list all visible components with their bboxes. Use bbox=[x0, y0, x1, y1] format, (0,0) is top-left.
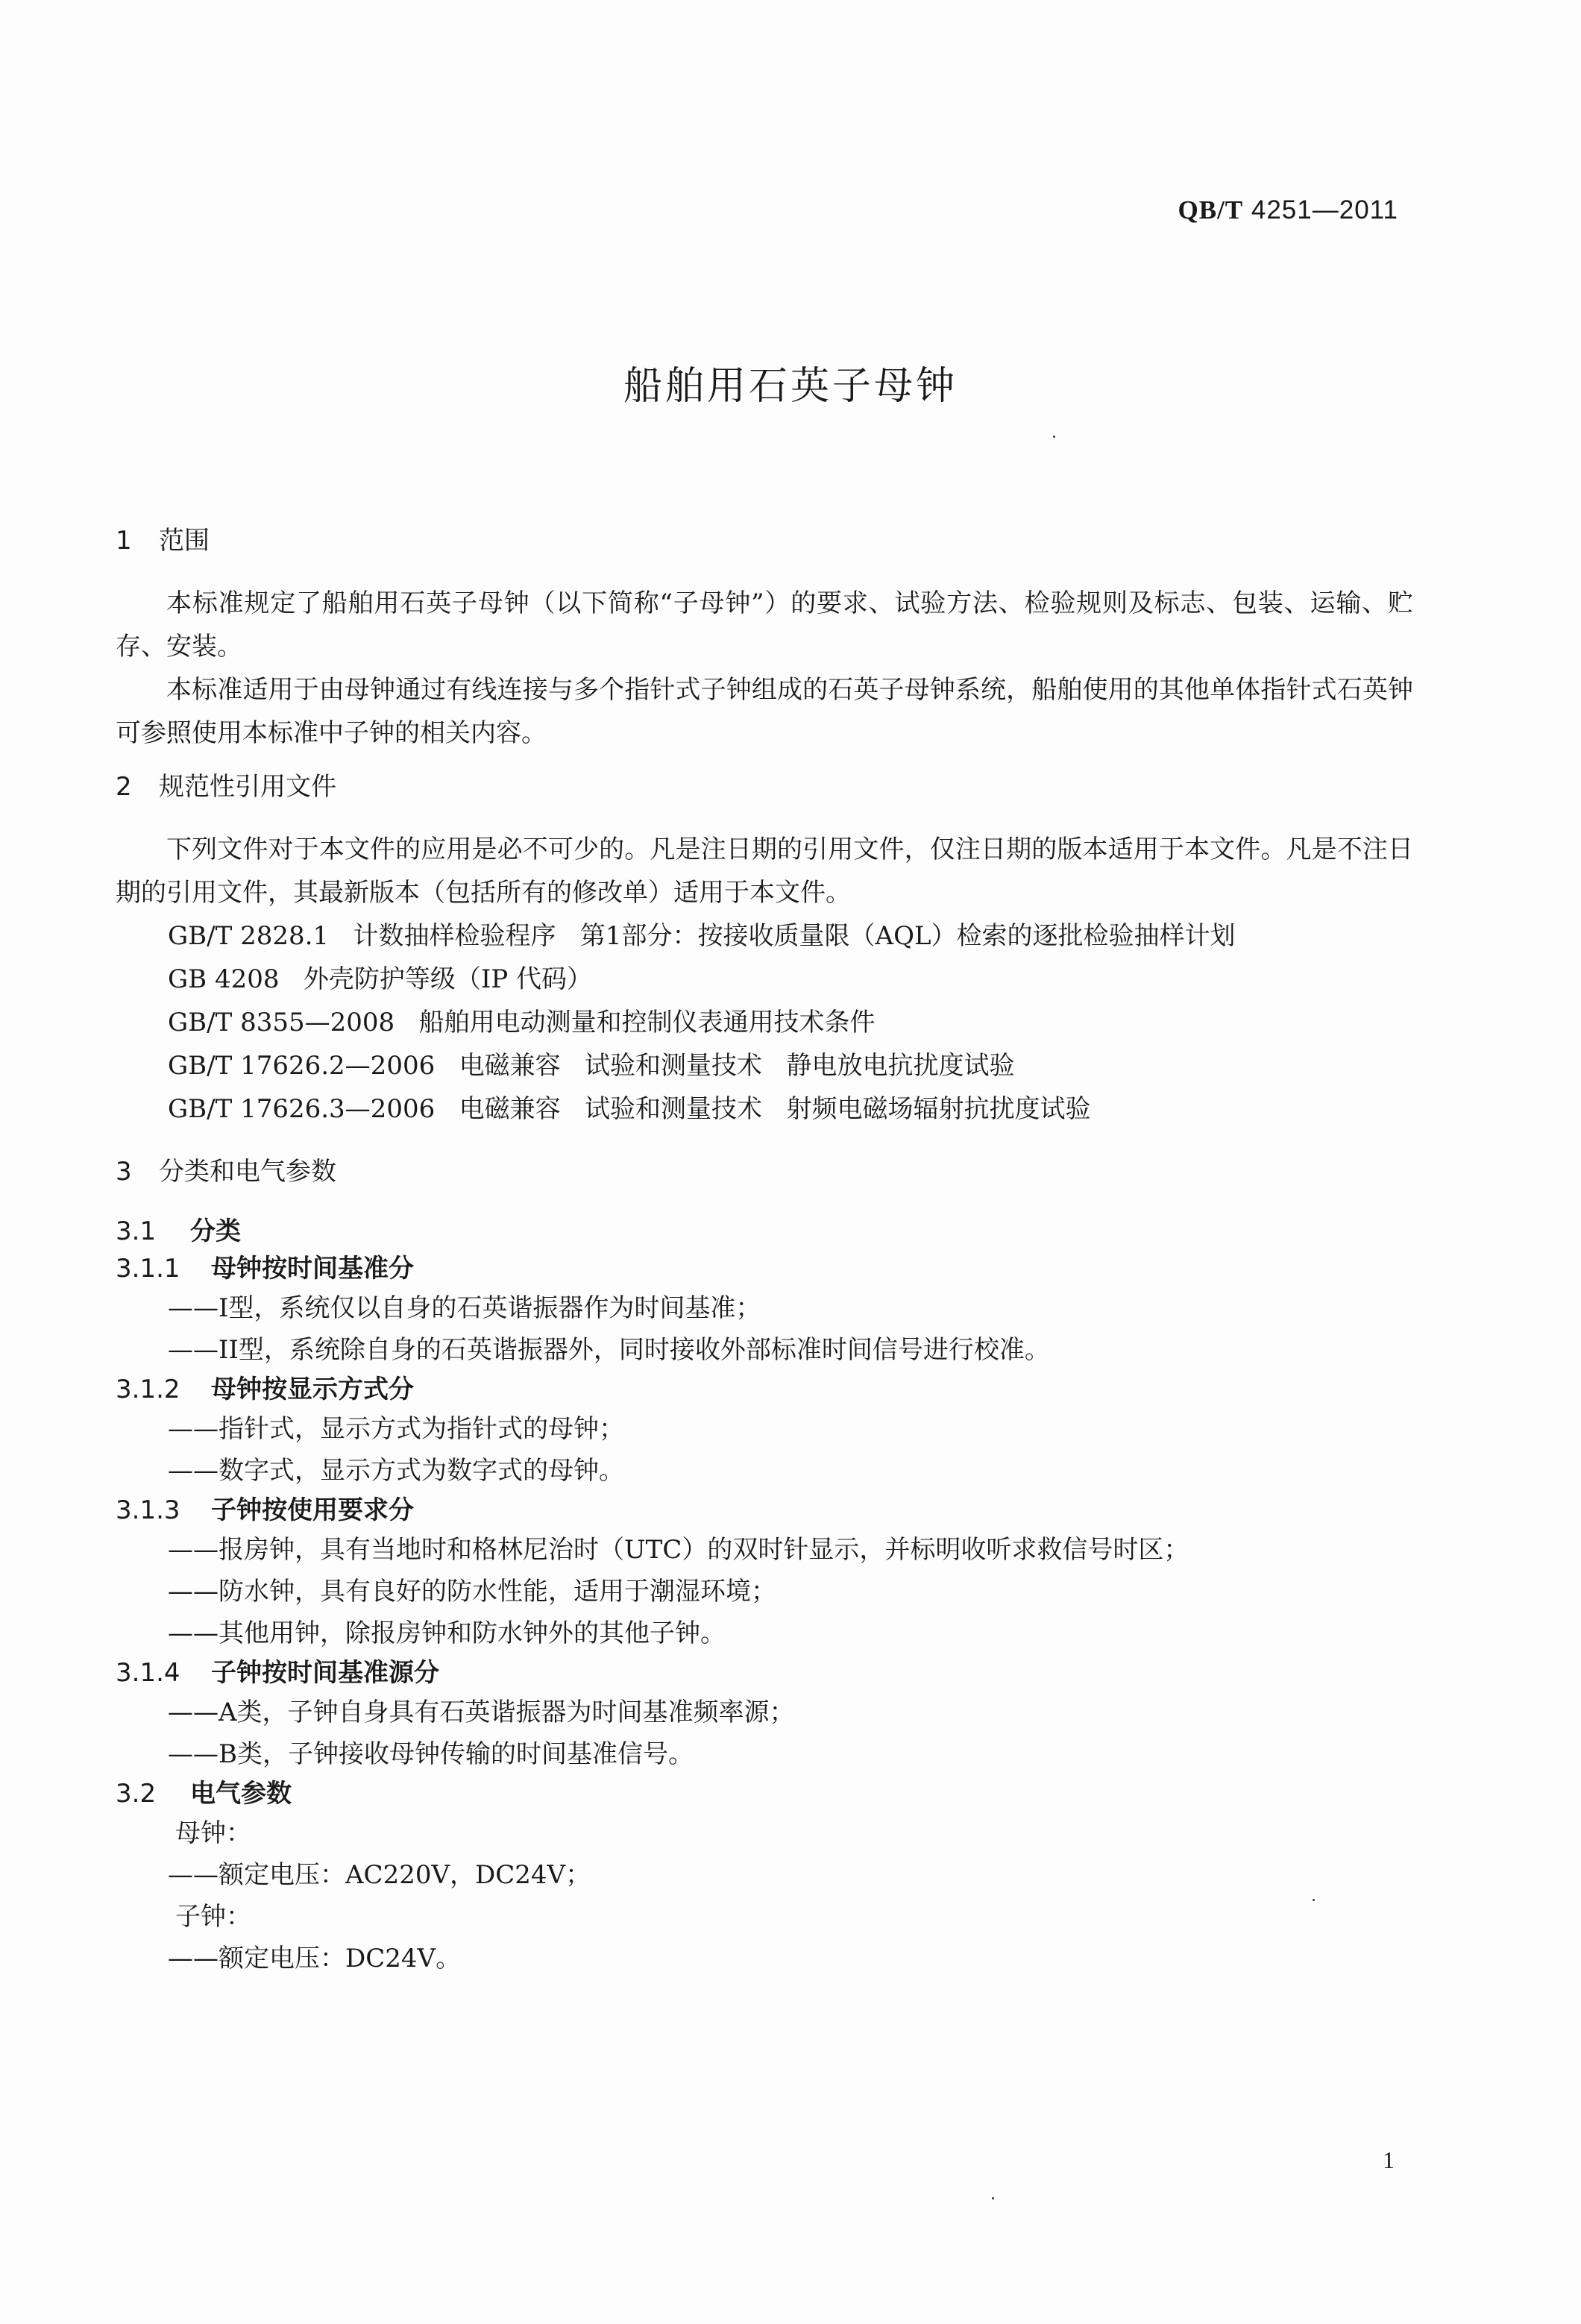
slave-clock-label: 子钟： bbox=[175, 1902, 251, 1932]
document-title: 船舶用石英子母钟 bbox=[623, 364, 958, 409]
scan-speck bbox=[1053, 436, 1055, 438]
clause-heading bbox=[116, 1492, 1413, 1529]
subsection-number: 3.1 bbox=[116, 1216, 157, 1246]
clause-number: 3.1.4 bbox=[116, 1658, 180, 1688]
section-number: 1 bbox=[116, 526, 132, 556]
clause-title: 子钟按使用要求分 bbox=[211, 1495, 414, 1525]
list-item: ——数字式，显示方式为数字式的母钟。 bbox=[168, 1456, 624, 1486]
clause-number: 3.1.2 bbox=[116, 1375, 180, 1404]
document-body bbox=[116, 522, 1413, 1979]
reference-item: GB/T 8355—2008 船舶用电动测量和控制仪表通用技术条件 bbox=[168, 1008, 876, 1037]
list-item: ——B类，子钟接收母钟传输的时间基准信号。 bbox=[168, 1739, 694, 1769]
subsection-heading bbox=[116, 1775, 1413, 1812]
clause-title: 母钟按显示方式分 bbox=[211, 1375, 414, 1404]
clause-title: 母钟按时间基准分 bbox=[211, 1254, 414, 1284]
section-number: 3 bbox=[116, 1157, 132, 1187]
paragraph: 本标准适用于由母钟通过有线连接与多个指针式子钟组成的石英子母钟系统，船舶使用的其他单体指针式石英钟可参照使用本标准中子钟的相关内容。 bbox=[116, 675, 1413, 748]
paragraph: 本标准规定了船舶用石英子母钟（以下简称“子母钟”）的要求、试验方法、检验规则及标志、包装、运输、贮存、安装。 bbox=[116, 588, 1413, 662]
clause-heading bbox=[116, 1654, 1413, 1692]
reference-item: GB/T 2828.1 计数抽样检验程序 第1部分：按接收质量限（AQL）检索的逐批检验抽样计划 bbox=[168, 921, 1236, 951]
reference-item: GB 4208 外壳防护等级（IP 代码） bbox=[168, 964, 593, 994]
clause-heading bbox=[116, 1371, 1413, 1408]
list-item: ——额定电压：AC220V，DC24V； bbox=[168, 1860, 591, 1890]
list-item: ——A类，子钟自身具有石英谐振器为时间基准频率源； bbox=[168, 1698, 795, 1727]
standard-year-number: 4251—2011 bbox=[1251, 195, 1398, 224]
list-item: ——额定电压：DC24V。 bbox=[168, 1944, 462, 1973]
section-number: 2 bbox=[116, 772, 132, 802]
list-item: ——I型，系统仅以自身的石英谐振器作为时间基准； bbox=[168, 1293, 761, 1323]
clause-number: 3.1.1 bbox=[116, 1254, 180, 1284]
reference-item: GB/T 17626.2—2006 电磁兼容 试验和测量技术 静电放电抗扰度试验 bbox=[168, 1051, 1015, 1081]
section-heading bbox=[116, 522, 1413, 559]
section-heading bbox=[116, 1153, 1413, 1190]
clause-heading bbox=[116, 1250, 1413, 1287]
clause-number: 3.1.3 bbox=[116, 1495, 180, 1525]
list-item: ——指针式，显示方式为指针式的母钟； bbox=[168, 1414, 624, 1444]
list-item: ——报房钟，具有当地时和格林尼治时（UTC）的双时针显示，并标明收听求救信号时区； bbox=[168, 1535, 1189, 1565]
list-item: ——II型，系统除自身的石英谐振器外，同时接收外部标准时间信号进行校准。 bbox=[168, 1335, 1050, 1365]
subsection-title: 分类 bbox=[190, 1216, 241, 1246]
section-heading bbox=[116, 768, 1413, 805]
paragraph: 下列文件对于本文件的应用是必不可少的。凡是注日期的引用文件，仅注日期的版本适用于本文件。凡是不注日期的引用文件，其最新版本（包括所有的修改单）适用于本文件。 bbox=[116, 835, 1413, 908]
clause-title: 子钟按时间基准源分 bbox=[211, 1658, 439, 1688]
section-title: 分类和电气参数 bbox=[159, 1157, 336, 1187]
reference-item: GB/T 17626.3—2006 电磁兼容 试验和测量技术 射频电磁场辐射抗扰度试验 bbox=[168, 1094, 1091, 1124]
list-item: ——防水钟，具有良好的防水性能，适用于潮湿环境； bbox=[168, 1577, 776, 1607]
subsection-title: 电气参数 bbox=[190, 1779, 292, 1809]
section-title: 规范性引用文件 bbox=[159, 772, 336, 802]
standard-prefix: QB/T bbox=[1178, 195, 1244, 224]
scan-speck bbox=[992, 2197, 994, 2199]
list-item: ——其他用钟，除报房钟和防水钟外的其他子钟。 bbox=[168, 1618, 726, 1648]
master-clock-label: 母钟： bbox=[175, 1818, 251, 1848]
page-number: 1 bbox=[1383, 2146, 1395, 2173]
subsection-number: 3.2 bbox=[116, 1779, 157, 1809]
standard-number bbox=[1178, 195, 1399, 225]
section-title: 范围 bbox=[159, 526, 210, 556]
subsection-heading bbox=[116, 1213, 1413, 1250]
